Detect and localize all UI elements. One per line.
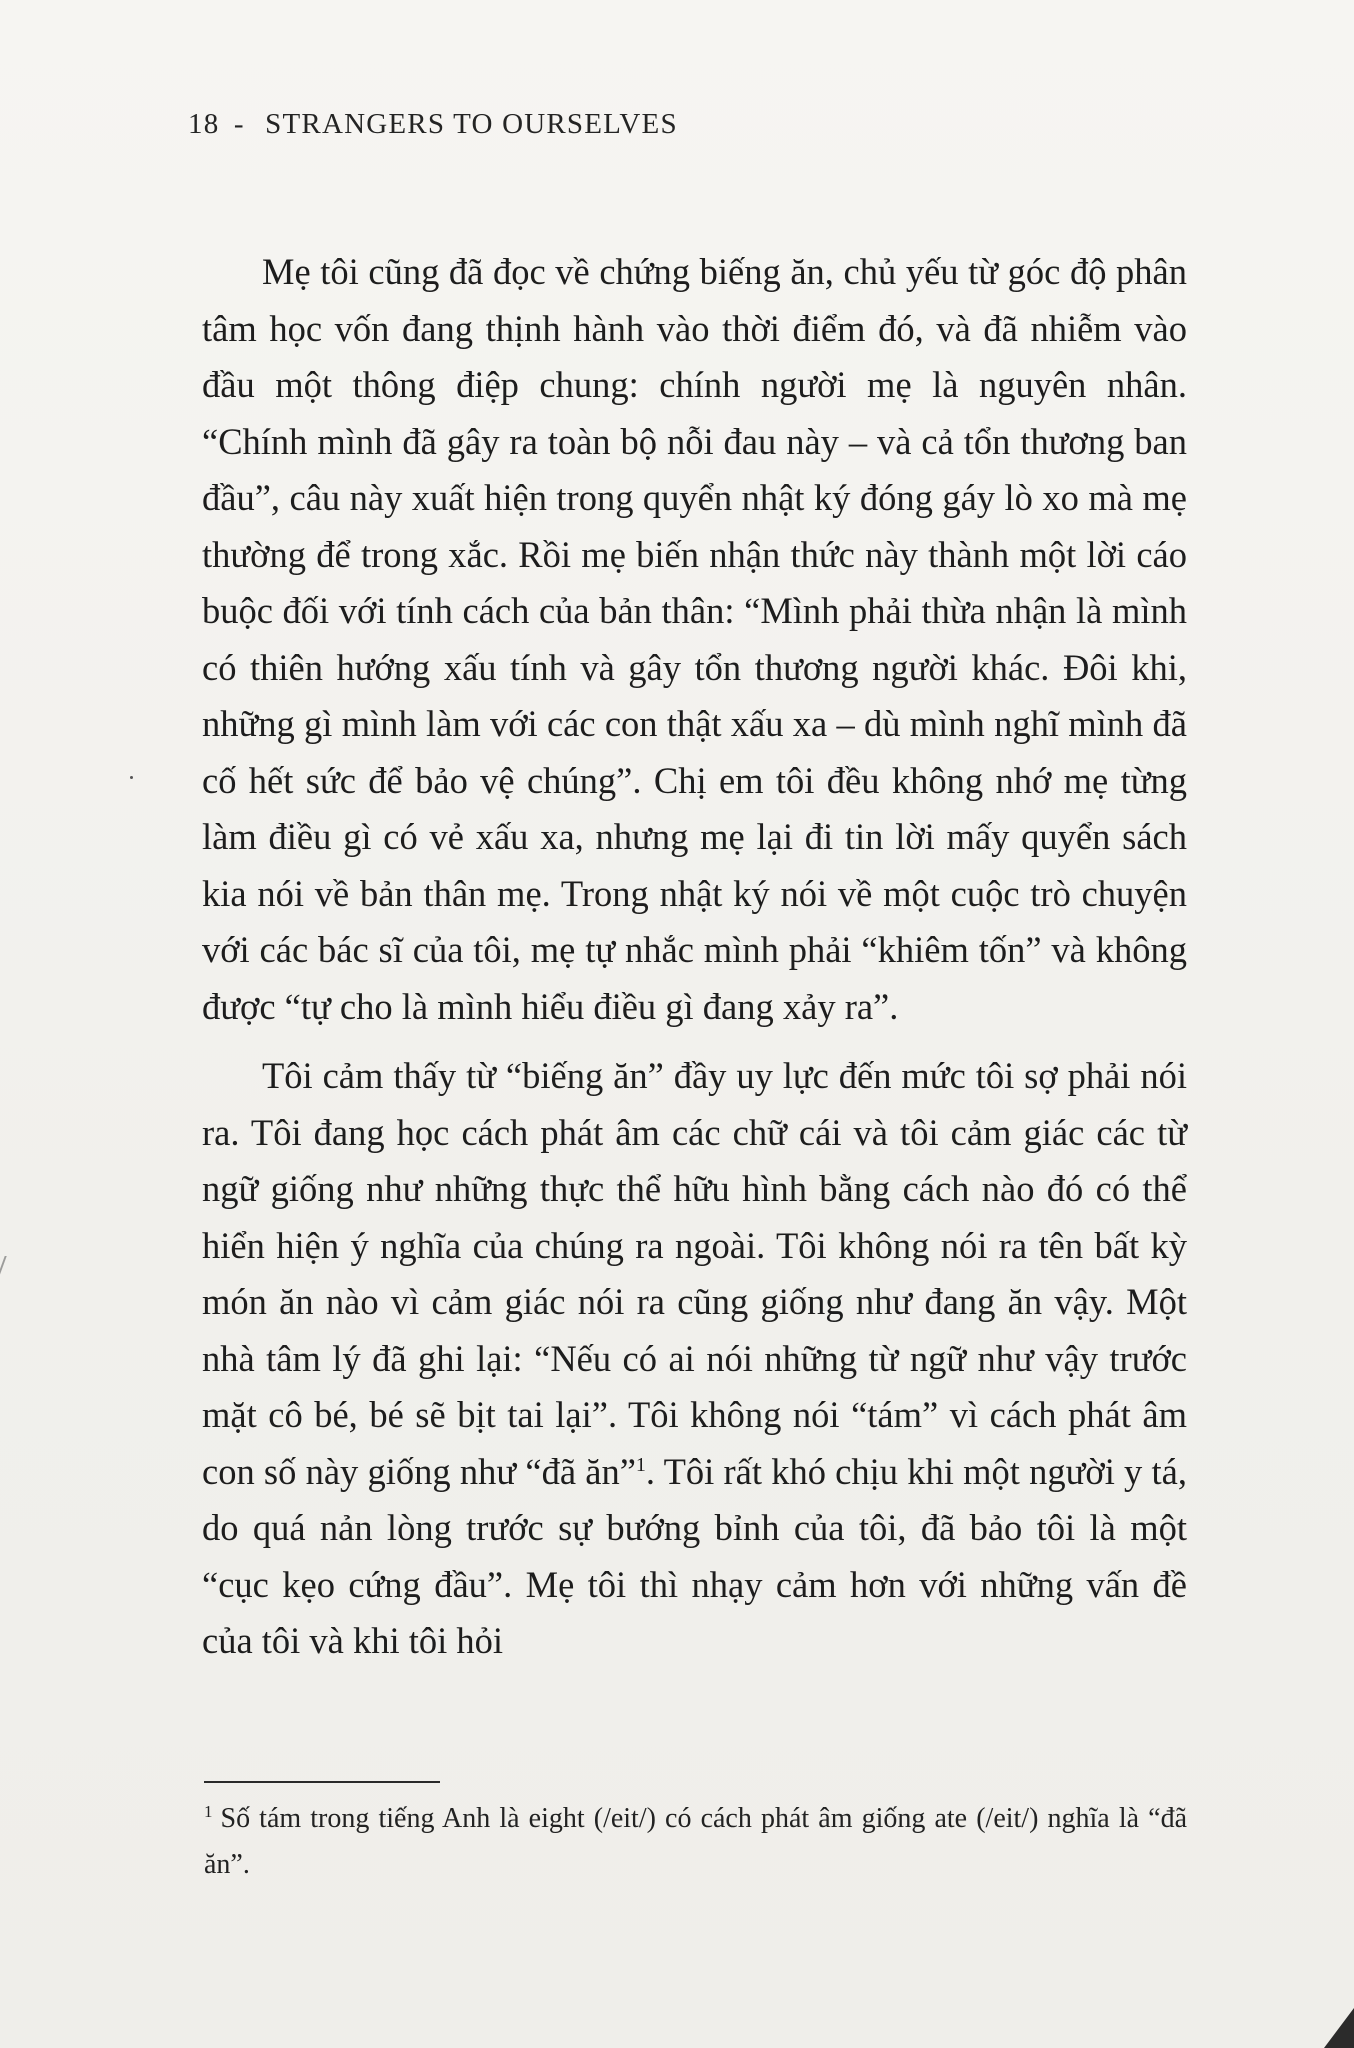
paragraph-2-continuation: . Tôi rất khó chịu khi một người y tá, do quá nản lòng trước sự bướng bỉnh của tôi, đã bảo tôi là một “cục kẹo cứng đầu”. Mẹ tôi thì nhạy cảm hơn với những vấn đề của tôi và khi tôi hỏi [202, 1450, 1187, 1661]
paragraph-2-text: Tôi cảm thấy từ “biếng ăn” đầy uy lực đến mức tôi sợ phải nói ra. Tôi đang học cách phát âm các chữ cái và tôi cảm giác các từ ngữ giống như những thực thể hữu hình bằng cách nào đó có thể hiển hiện ý nghĩa của chúng ra ngoài. Tôi không nói ra tên bất kỳ món ăn nào vì cảm giác nói ra cũng giống như đang ăn vậy. Một nhà tâm lý đã ghi lại: “Nếu có ai nói những từ ngữ như vậy trước mặt cô bé, bé sẽ bịt tai lại”. Tôi không nói “tám” vì cách phát âm con số này giống như “đã ăn” [202, 1055, 1187, 1492]
body-text [202, 244, 1187, 1683]
paragraph-1: Mẹ tôi cũng đã đọc về chứng biếng ăn, chủ yếu từ góc độ phân tâm học vốn đang thịnh hành vào thời điểm đó, và đã nhiễm vào đầu một thông điệp chung: chính người mẹ là nguyên nhân. “Chính mình đã gây ra toàn bộ nỗi đau này – và cả tổn thương ban đầu”, câu này xuất hiện trong quyển nhật ký đóng gáy lò xo mà mẹ thường để trong xắc. Rồi mẹ biến nhận thức này thành một lời cáo buộc đối với tính cách của bản thân: “Mình phải thừa nhận là mình có thiên hướng xấu tính và gây tổn thương người khác. Đôi khi, những gì mình làm với các con thật xấu xa – dù mình nghĩ mình đã cố hết sức để bảo vệ chúng”. Chị em tôi đều không nhớ mẹ từng làm điều gì có vẻ xấu xa, nhưng mẹ lại đi tin lời mấy quyển sách kia nói về bản thân mẹ. Trong nhật ký nói về một cuộc trò chuyện với các bác sĩ của tôi, mẹ tự nhắc mình phải “khiêm tốn” và không được “tự cho là mình hiểu điều gì đang xảy ra”. [202, 251, 1187, 1027]
paragraph-2 [202, 1048, 1187, 1670]
page-number: 18 [188, 108, 220, 140]
footnote-text: Số tám trong tiếng Anh là eight (/eit/) có cách phát âm giống ate (/eit/) nghĩa là “đã ăn”. [204, 1803, 1187, 1880]
header-separator: - [233, 108, 245, 140]
margin-pen-mark [0, 1256, 15, 1282]
footnote-marker: 1 [204, 1801, 213, 1821]
book-title: STRANGERS TO OURSELVES [265, 108, 678, 140]
stray-dot-mark [130, 776, 133, 779]
page-corner-shadow [1324, 2008, 1354, 2048]
footnote-divider [204, 1781, 440, 1783]
footnote [204, 1796, 1187, 1888]
running-header [188, 108, 678, 141]
footnote-reference: 1 [635, 1453, 646, 1476]
